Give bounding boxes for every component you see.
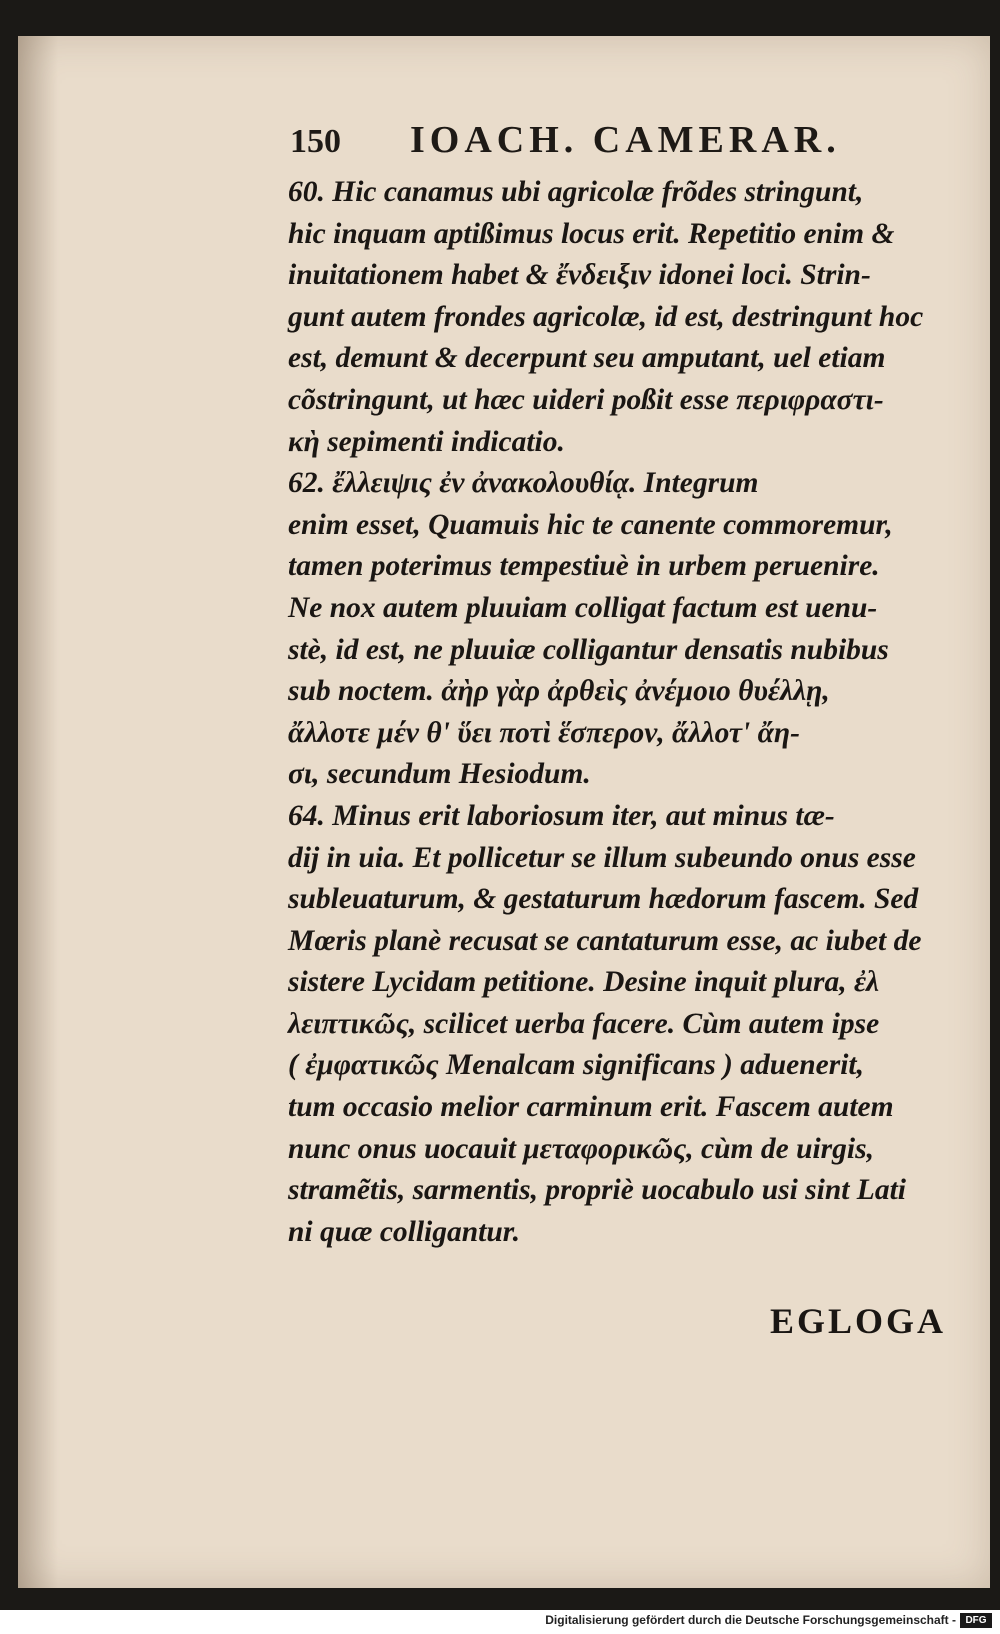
page-header <box>290 118 930 162</box>
text-line: inuitationem habet & ἔνδειξιν idonei loci. Strin- <box>288 259 871 292</box>
text-line: tum occasio melior carminum erit. Fascem autem <box>288 1091 894 1124</box>
catchword: EGLOGA <box>770 1301 947 1341</box>
running-head: IOACH. CAMERAR. <box>410 119 841 161</box>
commentary-text <box>288 172 948 1253</box>
text-line: ( ἐμφατικῶς Menalcam significans ) aduenerit, <box>288 1049 864 1082</box>
digitization-credit: Digitalisierung gefördert durch die Deutsche Forschungsgemeinschaft - <box>545 1613 956 1627</box>
text-line: dij in uia. Et pollicetur se illum subeundo onus esse <box>288 841 916 874</box>
text-line: Mœris planè recusat se cantaturum esse, ac iubet de <box>288 924 922 957</box>
text-line: gunt autem frondes agricolæ, id est, destringunt hoc <box>288 300 924 333</box>
text-line: 62. ἔλλειψις ἐν ἀνακολουθίᾳ. Integrum <box>288 467 759 500</box>
text-line: λειπτικῶς, scilicet uerba facere. Cùm autem ipse <box>288 1007 880 1040</box>
text-line: stè, id est, ne pluuiæ colligantur densatis nubibus <box>288 633 889 666</box>
text-line: 60. Hic canamus ubi agricolæ frõdes stringunt, <box>288 176 864 208</box>
text-line: est, demunt & decerpunt seu amputant, uel etiam <box>288 342 886 375</box>
text-line: subleuaturum, & gestaturum hædorum fascem. Sed <box>288 883 919 916</box>
page-gutter-shadow <box>18 36 58 1588</box>
text-line: σι, secundum Hesiodum. <box>288 758 591 791</box>
text-line: stramẽtis, sarmentis, propriè uocabulo usi sint Lati <box>288 1174 906 1207</box>
text-line: 64. Minus erit laboriosum iter, aut minus tæ- <box>288 799 835 832</box>
text-line: ni quæ colligantur. <box>288 1215 520 1248</box>
dfg-logo: DFG <box>960 1613 992 1628</box>
text-line: κὴ sepimenti indicatio. <box>288 425 565 458</box>
page-number: 150 <box>290 123 341 160</box>
text-line: hic inquam aptißimus locus erit. Repetitio enim & <box>288 217 895 250</box>
text-line: sub noctem. ἀὴρ γὰρ ἀρθεὶς ἀνέμοιο θυέλλῃ, <box>288 675 830 708</box>
text-line: ἄλλοτε μέν θ' ὕει ποτὶ ἕσπερον, ἄλλοτ' ἄη- <box>288 716 800 749</box>
text-line: cõstringunt, ut hæc uideri poßit esse περιφραστι- <box>288 383 884 416</box>
text-line: sistere Lycidam petitione. Desine inquit plura, ἐλ <box>288 966 880 999</box>
text-line: Ne nox autem pluuiam colligat factum est uenu- <box>288 591 878 624</box>
text-line: nunc onus uocauit μεταφορικῶς, cùm de uirgis, <box>288 1132 874 1165</box>
text-line: enim esset, Quamuis hic te canente commoremur, <box>288 508 893 541</box>
text-line: tamen poterimus tempestiuè in urbem peruenire. <box>288 550 880 583</box>
